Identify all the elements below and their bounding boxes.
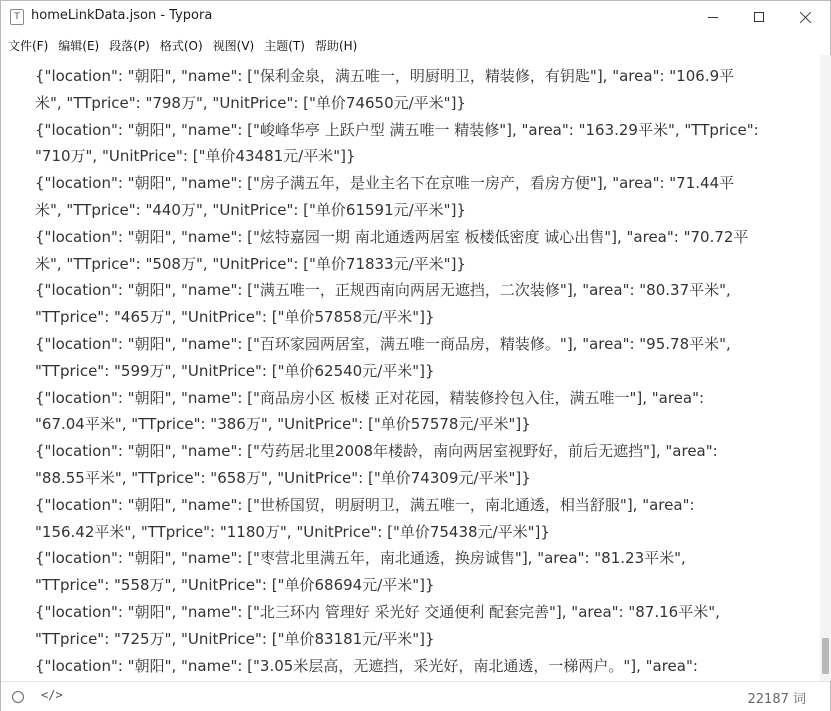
word-count[interactable]: 22187 词 (747, 692, 806, 707)
json-content[interactable] (35, 63, 795, 679)
json-line[interactable]: {"location": "朝阳", "name": ["芍药居北里2008年楼龄，南向两居室视野好，前后无遮挡"], "area": (35, 442, 718, 461)
json-line[interactable]: {"location": "朝阳", "name": ["商品房小区 板楼 正对花园，精装修拎包入住，满五唯一"], "area": (35, 388, 705, 407)
menu-file[interactable]: 文件(F) (8, 38, 49, 53)
json-line[interactable]: 米", "TTprice": "508万", "UnitPrice": ["单价71833元/平米"]} (35, 254, 466, 273)
outline-toggle-icon[interactable] (12, 691, 24, 703)
json-line[interactable]: "88.55平米", "TTprice": "658万", "UnitPrice": ["单价74309元/平米"]} (35, 468, 531, 487)
json-line[interactable]: 米", "TTprice": "798万", "UnitPrice": ["单价74650元/平米"]} (35, 93, 466, 112)
close-icon (800, 11, 812, 23)
vertical-scrollbar[interactable] (820, 55, 831, 681)
json-line[interactable]: {"location": "朝阳", "name": ["3.05米层高，无遮挡，采光好，南北通透，一梯两户。"], "area": (35, 656, 698, 675)
json-line[interactable]: "TTprice": "558万", "UnitPrice": ["单价68694元/平米"]} (35, 576, 435, 595)
json-line[interactable]: "710万", "UnitPrice": ["单价43481元/平米"]} (35, 147, 356, 166)
scrollbar-thumb[interactable] (822, 638, 829, 674)
menu-paragraph[interactable]: 段落(P) (109, 38, 150, 53)
menu-theme[interactable]: 主题(T) (264, 38, 305, 53)
json-line[interactable]: {"location": "朝阳", "name": ["满五唯一，正规西南向两居无遮挡，二次装修"], "area": "80.37平米", (35, 281, 731, 300)
json-line[interactable]: "TTprice": "599万", "UnitPrice": ["单价62540元/平米"]} (35, 361, 435, 380)
menu-view[interactable]: 视图(V) (212, 38, 255, 53)
menu-edit[interactable]: 编辑(E) (58, 38, 100, 53)
json-line[interactable]: "67.04平米", "TTprice": "386万", "UnitPrice": ["单价57578元/平米"]} (35, 415, 531, 434)
json-line[interactable]: {"location": "朝阳", "name": ["枣营北里满五年，南北通透，换房诚售"], "area": "81.23平米", (35, 549, 686, 568)
json-line[interactable]: {"location": "朝阳", "name": ["北三环内 管理好 采光好 交通便利 配套完善"], "area": "87.16平米", (35, 602, 720, 621)
json-line[interactable]: {"location": "朝阳", "name": ["炫特嘉园一期 南北通透两居室 板楼低密度 诚心出售"], "area": "70.72平 (35, 227, 749, 246)
maximize-button[interactable] (736, 1, 782, 33)
minimize-button[interactable] (690, 1, 736, 33)
editor-area[interactable] (1, 55, 820, 681)
json-line[interactable]: "TTprice": "465万", "UnitPrice": ["单价57858元/平米"]} (35, 308, 435, 327)
menu-bar (1, 35, 830, 55)
json-line[interactable]: 米", "TTprice": "440万", "UnitPrice": ["单价61591元/平米"]} (35, 200, 466, 219)
json-line[interactable]: {"location": "朝阳", "name": ["百环家园两居室，满五唯一商品房，精装修。"], "area": "95.78平米", (35, 334, 731, 353)
json-line[interactable]: "156.42平米", "TTprice": "1180万", "UnitPrice": ["单价75438元/平米"]} (35, 522, 550, 541)
json-line[interactable]: {"location": "朝阳", "name": ["世桥国贸，明厨明卫，满五唯一，南北通透，相当舒服"], "area": (35, 495, 695, 514)
menu-help[interactable]: 帮助(H) (314, 38, 358, 53)
maximize-icon (754, 12, 764, 22)
close-button[interactable] (783, 1, 829, 33)
typora-app-icon: T (10, 9, 24, 25)
minimize-icon (708, 17, 718, 18)
json-line[interactable]: {"location": "朝阳", "name": ["峻峰华亭 上跃户型 满五唯一 精装修"], "area": "163.29平米", "TTprice": (35, 120, 759, 139)
source-code-toggle-icon[interactable]: </> (41, 688, 63, 702)
json-line[interactable]: {"location": "朝阳", "name": ["保利金泉，满五唯一，明厨明卫，精装修，有钥匙"], "area": "106.9平 (35, 67, 735, 85)
status-bar (1, 681, 830, 711)
json-line[interactable]: "TTprice": "725万", "UnitPrice": ["单价83181元/平米"]} (35, 629, 435, 648)
title-bar[interactable] (1, 1, 830, 33)
menu-format[interactable]: 格式(O) (159, 38, 203, 53)
json-line[interactable]: {"location": "朝阳", "name": ["房子满五年，是业主名下在京唯一房产，看房方便"], "area": "71.44平 (35, 174, 735, 193)
window-title: homeLinkData.json - Typora (31, 8, 213, 23)
